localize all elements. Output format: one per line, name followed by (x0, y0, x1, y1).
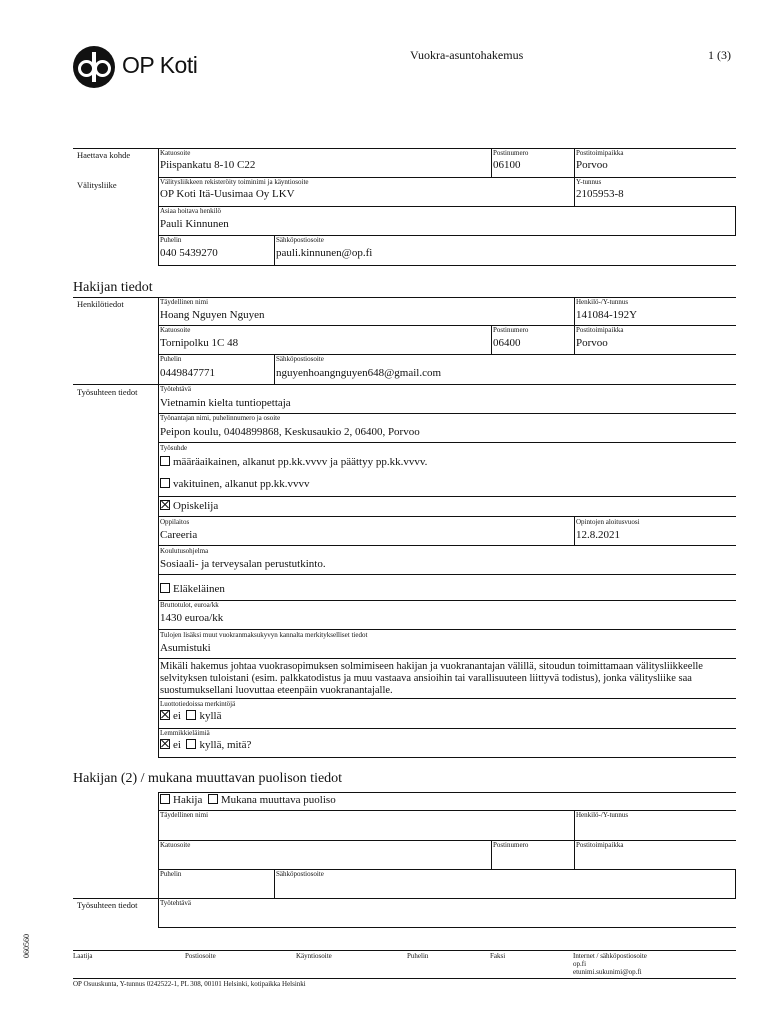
applicant2-street-label: Katuosoite (160, 841, 191, 849)
permanent-text: vakituinen, alkanut pp.kk.vvvv (173, 478, 310, 490)
permanent-option[interactable] (160, 478, 310, 491)
pensioner-text: Eläkeläinen (173, 583, 225, 595)
agency-ytunnus-field[interactable]: 2105953-8 (576, 188, 624, 200)
extra-info-label: Tulojen lisäksi muut vuokranmaksukyvyn kannalta merkitykselliset tiedot (160, 631, 368, 639)
study-start-field[interactable]: 12.8.2021 (576, 529, 620, 541)
footer-puhelin: Puhelin (407, 952, 429, 960)
applicant-city-label: Postitoimipaikka (576, 326, 624, 334)
footer-postiosoite: Postiosoite (185, 952, 216, 960)
property-street-field[interactable]: Piispankatu 8-10 C22 (160, 159, 256, 171)
study-start-label: Opintojen aloitusvuosi (576, 518, 640, 526)
employment-type-label: Työsuhde (160, 444, 188, 452)
applicant-phone-field[interactable]: 0449847771 (160, 367, 215, 379)
document-title: Vuokra-asuntohakemus (410, 48, 524, 62)
applicant2-section-title: Hakijan (2) / mukana muuttavan puolison tiedot (73, 771, 343, 786)
property-postal-label: Postinumero (493, 149, 529, 157)
fixed-term-text: määräaikainen, alkanut pp.kk.vvvv ja päättyy pp.kk.vvvv. (173, 456, 428, 468)
work-side-label: Työsuhteen tiedot (77, 387, 138, 397)
permanent-checkbox[interactable] (160, 478, 170, 488)
form-code: 060560 (22, 934, 31, 958)
applicant2-option-text: Hakija (173, 794, 203, 806)
credit-label: Luottotiedoissa merkintöjä (160, 700, 236, 708)
pets-options (160, 739, 251, 752)
agency-contact-label: Asiaa hoitava henkilö (160, 207, 222, 215)
applicant2-id-label: Henkilö-/Y-tunnus (576, 811, 629, 819)
consent-paragraph: Mikäli hakemus johtaa vuokrasopimuksen solmimiseen hakijan ja vuokranantajan välillä, sitoudun toimittamaan välitysliikkeelle selvityksen tuloistani (esim. palkkatodistus ja muu vastaava ansioihin tai varallisuuteen liittyvä todistus), jonka välitysliike saa suostumuksellani luovuttaa eteenpäin vuokranantajalle. (160, 661, 703, 696)
employer-field[interactable]: Peipon koulu, 0404899868, Keskusaukio 2, 06400, Porvoo (160, 426, 420, 438)
applicant-postal-field[interactable]: 06400 (493, 337, 521, 349)
pets-no-checkbox[interactable] (160, 739, 170, 749)
applicant2-fullname-label: Täydellinen nimi (160, 811, 209, 819)
applicant-id-label: Henkilö-/Y-tunnus (576, 298, 629, 306)
footer-internet: Internet / sähköpostiosoite (573, 952, 647, 960)
credit-yes-checkbox[interactable] (186, 710, 196, 720)
extra-info-field[interactable]: Asumistuki (160, 642, 211, 654)
applicant2-street-field[interactable] (160, 852, 489, 866)
applicant2-postal-label: Postinumero (493, 841, 529, 849)
applicant-section-title: Hakijan tiedot (73, 280, 153, 295)
credit-no-checkbox[interactable] (160, 710, 170, 720)
applicant-job-field[interactable]: Vietnamin kielta tuntiopettaja (160, 397, 291, 409)
applicant2-type-options (160, 794, 336, 807)
applicant2-city-label: Postitoimipaikka (576, 841, 624, 849)
applicant-job-label: Työtehtävä (160, 385, 191, 393)
agency-ytunnus-label: Y-tunnus (576, 178, 602, 186)
footer-faksi: Faksi (490, 952, 506, 960)
logo-text: OP Koti (122, 52, 198, 78)
agency-phone-label: Puhelin (160, 236, 182, 244)
applicant-postal-label: Postinumero (493, 326, 529, 334)
school-field[interactable]: Careeria (160, 529, 198, 541)
agency-name-field[interactable]: OP Koti Itä-Uusimaa Oy LKV (160, 188, 295, 200)
op-logo-icon (73, 46, 115, 88)
property-side-label: Haettava kohde (77, 150, 131, 160)
applicant-fullname-label: Täydellinen nimi (160, 298, 209, 306)
applicant-id-field[interactable]: 141084-192Y (576, 309, 638, 321)
applicant2-phone-field[interactable] (160, 881, 272, 895)
applicant-email-label: Sähköpostiosoite (276, 355, 324, 363)
applicant-phone-label: Puhelin (160, 355, 182, 363)
property-city-label: Postitoimipaikka (576, 149, 624, 157)
applicant2-fullname-field[interactable] (160, 822, 572, 836)
applicant2-work-side-label: Työsuhteen tiedot (77, 900, 138, 910)
program-label: Koulutusohjelma (160, 547, 209, 555)
applicant-fullname-field[interactable]: Hoang Nguyen Nguyen (160, 309, 265, 321)
pets-yes-text: kyllä, mitä? (199, 739, 252, 751)
pensioner-option[interactable] (160, 583, 225, 596)
credit-options (160, 710, 221, 723)
applicant2-checkbox[interactable] (160, 794, 170, 804)
footer-kayntiosoite: Käyntiosoite (296, 952, 332, 960)
program-field[interactable]: Sosiaali- ja terveysalan perustutkinto. (160, 558, 326, 570)
agency-email-label: Sähköpostiosoite (276, 236, 324, 244)
student-option[interactable] (160, 500, 218, 513)
agency-email-field[interactable]: pauli.kinnunen@op.fi (276, 247, 373, 259)
student-text: Opiskelija (173, 500, 219, 512)
footer-website: op.fi (573, 960, 587, 968)
spouse-checkbox[interactable] (208, 794, 218, 804)
agency-phone-field[interactable]: 040 5439270 (160, 247, 218, 259)
applicant2-id-field[interactable] (576, 822, 734, 836)
credit-yes-text: kyllä (199, 710, 222, 722)
footer-email-pattern: etunimi.sukunimi@op.fi (573, 968, 642, 976)
fixed-term-checkbox[interactable] (160, 456, 170, 466)
property-postal-field[interactable]: 06100 (493, 159, 521, 171)
income-field[interactable]: 1430 euroa/kk (160, 612, 224, 624)
applicant-street-label: Katuosoite (160, 326, 191, 334)
applicant2-email-field[interactable] (276, 881, 733, 895)
agency-name-label: Välitysliikkeen rekisteröity toiminimi ja käyntiosoite (160, 178, 309, 186)
applicant2-phone-label: Puhelin (160, 870, 182, 878)
applicant-email-field[interactable]: nguyenhoangnguyen648@gmail.com (276, 367, 442, 379)
footer-company-info: OP Osuuskunta, Y-tunnus 0242522-1, PL 308, 00101 Helsinki, kotipaikka Helsinki (73, 980, 306, 988)
personal-side-label: Henkilötiedot (77, 299, 124, 309)
credit-no-text: ei (173, 710, 181, 722)
applicant-city-field[interactable]: Porvoo (576, 337, 608, 349)
applicant2-postal-field[interactable] (493, 852, 572, 866)
applicant2-email-label: Sähköpostiosoite (276, 870, 324, 878)
footer-laatija: Laatija (73, 952, 93, 960)
pets-no-text: ei (173, 739, 181, 751)
agency-side-label: Välitysliike (77, 180, 117, 190)
pensioner-checkbox[interactable] (160, 583, 170, 593)
applicant-street-field[interactable]: Tornipolku 1C 48 (160, 337, 239, 349)
spouse-option-text: Mukana muuttava puoliso (220, 794, 336, 806)
property-city-field[interactable]: Porvoo (576, 159, 608, 171)
student-checkbox[interactable] (160, 500, 170, 510)
pets-label: Lemmikkieläimiä (160, 729, 210, 737)
page-number: 1 (3) (708, 48, 731, 62)
school-label: Oppilaitos (160, 518, 190, 526)
employer-label: Työnantajan nimi, puhelinnumero ja osoite (160, 414, 281, 422)
fixed-term-option[interactable] (160, 456, 427, 469)
applicant2-city-field[interactable] (576, 852, 734, 866)
pets-yes-checkbox[interactable] (186, 739, 196, 749)
property-street-label: Katuosoite (160, 149, 191, 157)
agency-contact-field[interactable]: Pauli Kinnunen (160, 218, 229, 230)
income-label: Bruttotulot, euroa/kk (160, 601, 219, 609)
applicant2-job-label: Työtehtävä (160, 899, 191, 907)
applicant2-job-field[interactable] (160, 910, 734, 924)
